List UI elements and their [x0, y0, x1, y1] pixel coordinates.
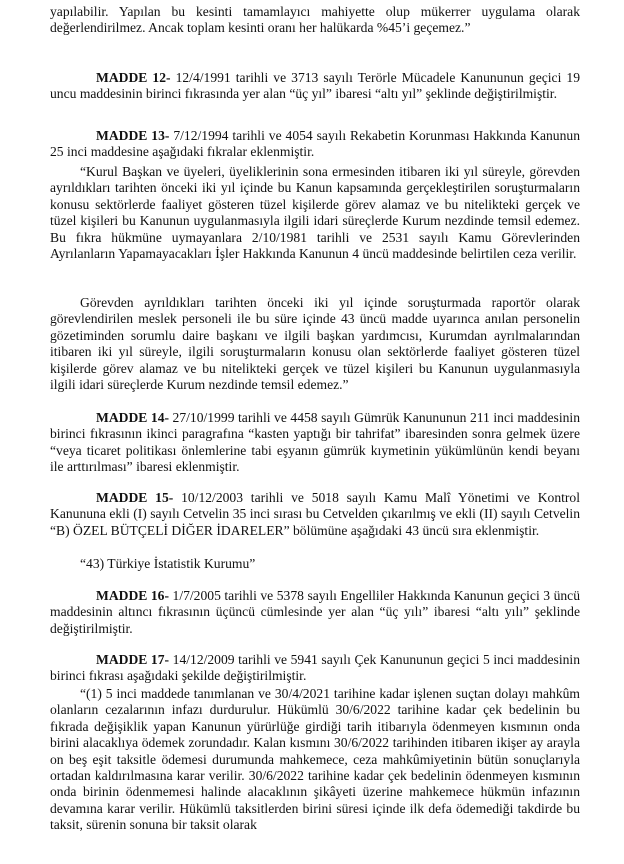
article-17-heading: MADDE 17- — [96, 652, 170, 667]
article-13-heading: MADDE 13- — [96, 128, 170, 143]
article-15-paragraph-1: “43) Türkiye İstatistik Kurumu” — [80, 556, 256, 571]
article-15-heading: MADDE 15- — [96, 490, 174, 505]
intro-paragraph: yapılabilir. Yapılan bu kesinti tamamlayıcı mahiyette olup mükerrer uygulama olarak değerlendirilmez. Ancak toplam kesinti oranı her halükarda %45’i geçemez.” — [50, 4, 580, 36]
article-12-text: 12/4/1991 tarihli ve 3713 sayılı Terörle Mücadele Kanununun geçici 19 uncu maddesinin birinci fıkrasında yer alan “üç yıl” ibaresi “altı yıl” şeklinde değiştirilmiştir. — [50, 70, 580, 102]
article-12-heading: MADDE 12- — [96, 70, 171, 85]
article-15-text: 10/12/2003 tarihli ve 5018 sayılı Kamu Malî Yönetimi ve Kontrol Kanununa ekli (I) sayılı Cetvelin 35 inci sırası bu Cetvelden çıkarılmış ve ekli (II) sayılı Cetvelin “B) ÖZEL BÜTÇELİ DİĞER İDARELER” bölümüne aşağıdaki 43 üncü sıra eklenmiştir. — [50, 490, 580, 538]
article-13-paragraph-1: “Kurul Başkan ve üyeleri, üyeliklerinin sona ermesinden itibaren iki yıl süreyle, görevden ayrıldıkları tarihten önceki iki yıl içinde bu Kanun kapsamında gerçekleştirilen soruşturmaların konusu sektörlerde faaliyet gösteren tüzel kişilerde görev alamaz ve bu nitelikteki gerçek ve tüzel kişileri bu Kanunun uygulanmasıyla ilgili idari süreçlerde Kurum nezdinde temsil edemez. Bu fıkra hükmüne uymayanlara 2/10/1981 tarihli ve 2531 sayılı Kamu Görevlerinden Ayrılanların Yapamayacakları İşler Hakkında Kanunun 4 üncü maddesinde belirtilen ceza verilir. — [50, 164, 580, 262]
article-17 — [50, 652, 580, 685]
article-14-heading: MADDE 14- — [96, 410, 170, 425]
article-16-text: 1/7/2005 tarihli ve 5378 sayılı Engelliler Hakkında Kanunun geçici 3 üncü maddesinin altıncı fıkrasının üçüncü cümlesinde yer alan “üç yılı” ibaresi “altı yılı” şeklinde değiştirilmiştir. — [50, 588, 580, 636]
article-16-heading: MADDE 16- — [96, 588, 169, 603]
article-13-paragraph-2: Görevden ayrıldıkları tarihten önceki iki yıl içinde soruşturmada raportör olarak görevlendirilen meslek personeli ile bu süre içinde 43 üncü madde uyarınca anılan personelin gözetiminden sorumlu daire başkanı ve ilgili başkan yardımcısı, Kurumdan ayrılmalarından itibaren iki yıl süreyle, ilgili soruşturmaların konusu olan sektörlerde faaliyet gösteren tüzel kişilerde görev alamaz ve bu nitelikteki gerçek ve tüzel kişileri bu Kanunun uygulanmasıyla ilgili idari süreçlerde Kurum nezdinde temsil edemez.” — [50, 295, 580, 393]
article-17-text: 14/12/2009 tarihli ve 5941 sayılı Çek Kanununun geçici 5 inci maddesinin birinci fıkrası aşağıdaki şekilde değiştirilmiştir. — [50, 652, 580, 684]
article-13 — [50, 128, 580, 161]
article-14 — [50, 410, 580, 476]
article-12 — [50, 70, 580, 103]
article-15 — [50, 490, 580, 539]
article-17-paragraph-1: “(1) 5 inci maddede tanımlanan ve 30/4/2021 tarihine kadar işlenen suçtan dolayı mahkûm olanların cezalarının infazı durdurulur. Hükümlü 30/6/2022 tarihine kadar çek bedelinin bu fıkrada değişiklik yapan Kanunun yürürlüğe girdiği tarih itibarıyla ödenmeyen kısmının onda birini alacaklıya ödemek zorundadır. Kalan kısmını 30/6/2022 tarihinden itibaren ikişer ay arayla on beş eşit taksitle ödemesi durumunda mahkemece, ceza mahkûmiyetinin bütün sonuçlarıyla ortadan kaldırılmasına karar verilir. 30/6/2022 tarihine kadar çek bedelinin ödenmeyen kısmının onda birinin ödenmemesi halinde alacaklının şikâyeti üzerine mahkemece hükmün infazının devamına karar verilir. Hükümlü taksitlerden birini süresi içinde ilk defa ödemediği takdirde bu taksit, sürenin sonuna bir taksit olarak — [50, 686, 580, 833]
article-13-text: 7/12/1994 tarihli ve 4054 sayılı Rekabetin Korunması Hakkında Kanunun 25 inci maddesine aşağıdaki fıkralar eklenmiştir. — [50, 128, 580, 160]
article-16 — [50, 588, 580, 637]
article-14-text: 27/10/1999 tarihli ve 4458 sayılı Gümrük Kanununun 211 inci maddesinin birinci fıkrasının ikinci paragrafına “kasten yaptığı bir tahrifat” ibaresinden sonra gelmek üzere “veya ticaret politikası önlemlerine tabi eşyanın gümrük kıymetinin yükümlünün kendi beyanı ile arttırılması” ibaresi eklenmiştir. — [50, 410, 580, 475]
